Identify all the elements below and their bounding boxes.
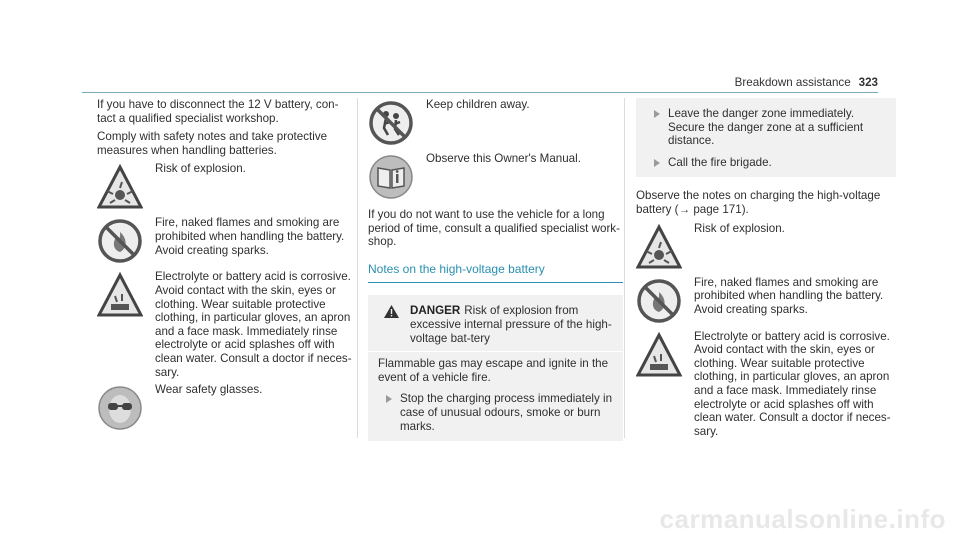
danger-notice-continued bbox=[636, 98, 896, 177]
danger-notice bbox=[368, 295, 623, 441]
intro-paragraph: Comply with safety notes and take protective measures when handling batteries. bbox=[97, 130, 328, 157]
no-fire-icon bbox=[636, 278, 682, 324]
no-fire-icon bbox=[97, 218, 143, 264]
danger-body: Flammable gas may escape and ignite in the event of a vehicle fire. bbox=[378, 357, 609, 384]
safety-item bbox=[97, 162, 352, 212]
step-arrow-icon bbox=[654, 159, 660, 167]
safety-item bbox=[97, 383, 352, 433]
action-step bbox=[646, 107, 886, 148]
section-heading: Notes on the high-voltage battery bbox=[368, 263, 623, 284]
keep-children-away-icon bbox=[368, 100, 414, 146]
safety-item bbox=[636, 222, 896, 272]
column-left bbox=[97, 98, 352, 437]
safety-item-text: Risk of explosion. bbox=[155, 162, 246, 176]
danger-heading bbox=[378, 304, 613, 345]
paragraph: If you do not want to use the vehicle for a long period of time, consult a qualified specialist work-shop. bbox=[368, 208, 620, 249]
step-text: Stop the charging process immediately in case of unusual odours, smoke or burn marks. bbox=[400, 392, 613, 433]
danger-heading-text: Risk of explosion from excessive internal pressure of the high-voltage bat-tery bbox=[410, 304, 612, 345]
section-title-header: Breakdown assistance bbox=[734, 76, 851, 89]
explosion-warning-icon bbox=[636, 224, 682, 270]
step-arrow-icon bbox=[386, 395, 392, 403]
safety-item bbox=[636, 276, 896, 326]
safety-item bbox=[636, 330, 896, 439]
safety-item-text: Wear safety glasses. bbox=[155, 383, 263, 397]
safety-item bbox=[368, 152, 623, 202]
action-step bbox=[646, 156, 886, 170]
corrosive-warning-icon bbox=[636, 332, 682, 378]
page-header bbox=[735, 76, 878, 90]
column-divider bbox=[357, 98, 358, 438]
safety-item-text: Observe this Owner's Manual. bbox=[426, 152, 581, 165]
step-text: Call the fire brigade. bbox=[668, 155, 772, 169]
safety-item-text: Fire, naked flames and smoking are prohibited when handling the battery. Avoid creating sparks. bbox=[155, 216, 345, 257]
step-arrow-icon bbox=[654, 110, 660, 118]
action-step bbox=[378, 392, 613, 433]
owners-manual-icon bbox=[368, 154, 414, 200]
danger-label: DANGER bbox=[410, 304, 461, 318]
paragraph: Observe the notes on charging the high-voltage battery (→ page 171). bbox=[636, 189, 881, 216]
column-right bbox=[636, 98, 896, 442]
safety-item bbox=[97, 216, 352, 266]
safety-item bbox=[368, 98, 623, 148]
safety-glasses-icon bbox=[97, 385, 143, 431]
warning-triangle-icon bbox=[384, 305, 399, 318]
safety-item-text: Keep children away. bbox=[426, 98, 530, 111]
page-number: 323 bbox=[858, 76, 878, 89]
watermark: carmanualsonline.info bbox=[659, 504, 946, 534]
column-middle bbox=[368, 98, 623, 441]
header-rule bbox=[82, 92, 878, 93]
column-divider bbox=[624, 98, 625, 438]
safety-item bbox=[97, 270, 352, 379]
step-text: Leave the danger zone immediately. Secure the danger zone at a sufficient distance. bbox=[668, 107, 864, 148]
safety-item-text: Electrolyte or battery acid is corrosive. Avoid contact with the skin, eyes or clothing. Wear suitable protective clothing, in particular gloves, an apron and a face mask. Immediately rinse electrolyte or acid splashes off with clean water. Consult a doctor if neces-sary. bbox=[694, 329, 891, 438]
safety-item-text: Fire, naked flames and smoking are prohibited when handling the battery. Avoid creating sparks. bbox=[694, 275, 884, 316]
corrosive-warning-icon bbox=[97, 272, 143, 318]
explosion-warning-icon bbox=[97, 164, 143, 210]
intro-paragraph: If you have to disconnect the 12 V battery, con-tact a qualified specialist workshop. bbox=[97, 98, 339, 125]
safety-item-text: Electrolyte or battery acid is corrosive. Avoid contact with the skin, eyes or clothing. Wear suitable protective clothing, in particular gloves, an apron and a face mask. Immediately rinse electrolyte or acid splashes off with clean water. Consult a doctor if neces-sary. bbox=[155, 270, 352, 379]
safety-item-text: Risk of explosion. bbox=[694, 221, 785, 235]
divider bbox=[368, 351, 623, 352]
